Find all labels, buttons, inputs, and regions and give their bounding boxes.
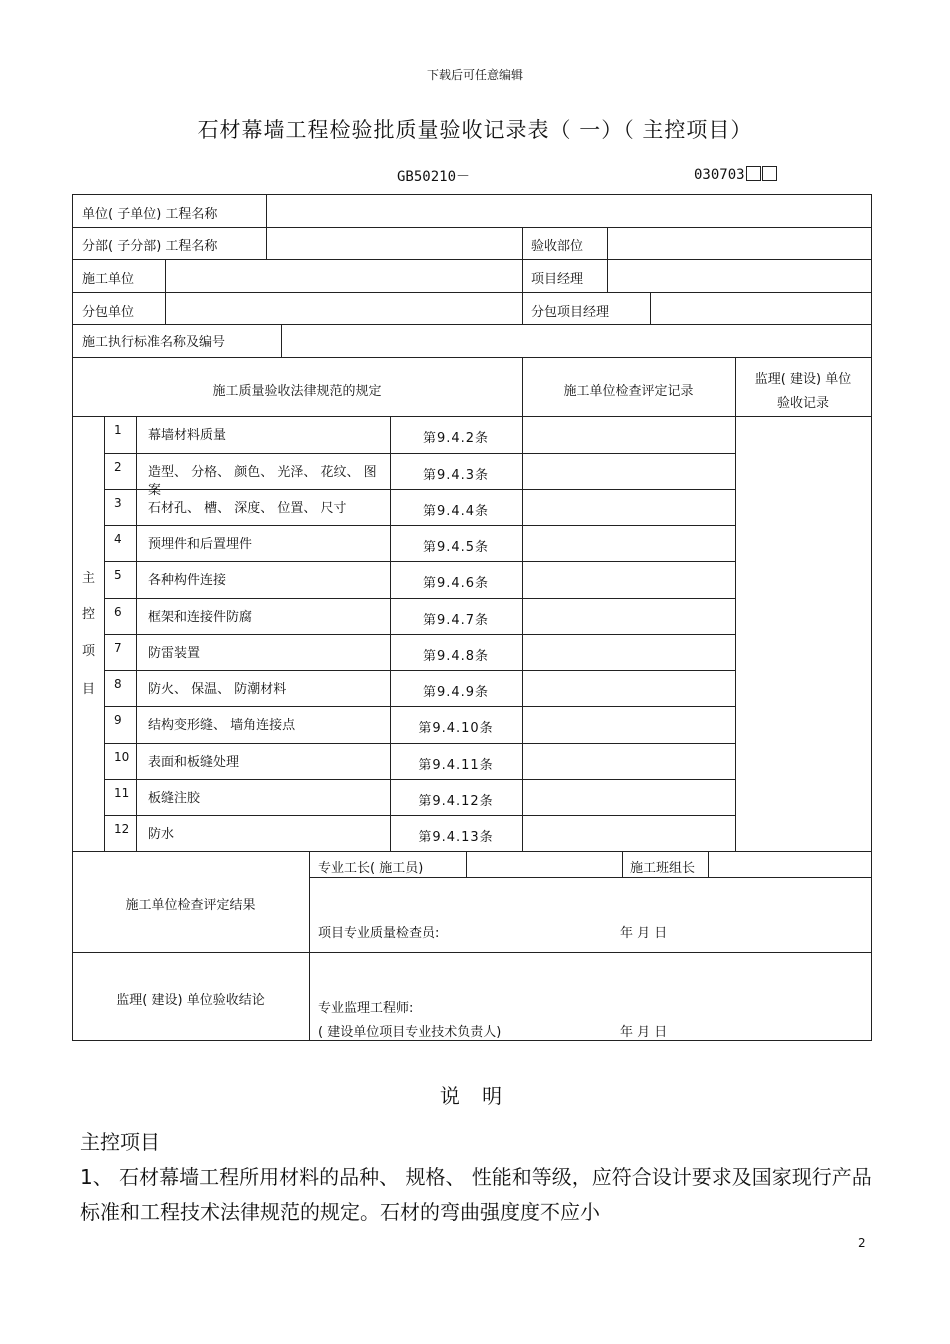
item-name: 造型、 分格、 颜色、 光泽、 花纹、 图案 (148, 465, 377, 498)
item-clause: 第9.4.5条 (422, 540, 490, 555)
sub-project-manager-label: 分包项目经理 (531, 305, 610, 320)
standard-code: GB50210－ (397, 169, 471, 185)
item-number: 4 (114, 532, 122, 546)
subcontractor-label: 分包单位 (82, 305, 135, 320)
item-name: 防雷装置 (148, 646, 201, 661)
item-name: 各种构件连接 (148, 573, 227, 588)
group-label-char: 控 (82, 607, 96, 622)
item-name: 框架和连接件防腐 (148, 610, 253, 625)
item-number: 2 (114, 460, 122, 474)
group-label-char: 主 (82, 571, 96, 586)
item-number: 7 (114, 641, 122, 655)
item-clause: 第9.4.3条 (422, 468, 490, 483)
item-name: 防火、 保温、 防潮材料 (148, 682, 287, 697)
inspector-label: 项目专业质量检查员: (318, 926, 440, 941)
form-code (694, 166, 777, 183)
header-note: 下载后可任意编辑 (426, 68, 523, 82)
result-date: 年 月 日 (620, 926, 668, 941)
item-number: 5 (114, 568, 122, 582)
code-box-2[interactable] (762, 166, 777, 181)
conclusion-date: 年 月 日 (620, 1025, 668, 1040)
item-number: 8 (114, 677, 122, 691)
conclusion-label: 监理( 建设) 单位验收结论 (116, 993, 265, 1008)
form-code-text: 030703 (694, 167, 745, 183)
group-label-char: 目 (82, 682, 96, 697)
item-name: 结构变形缝、 墙角连接点 (148, 718, 296, 733)
item-name: 防水 (148, 827, 175, 842)
item-number: 10 (114, 750, 130, 764)
construction-unit-label: 施工单位 (82, 272, 135, 287)
item-clause: 第9.4.9条 (422, 685, 490, 700)
item-clause: 第9.4.13条 (418, 830, 494, 845)
code-box-1[interactable] (746, 166, 761, 181)
division-project-label: 分部( 子分部) 工程名称 (82, 239, 218, 254)
item-clause: 第9.4.7条 (422, 613, 490, 628)
supervision-column-header-line1: 监理( 建设) 单位 (754, 372, 852, 387)
item-clause: 第9.4.4条 (422, 504, 490, 519)
inspection-part-label: 验收部位 (531, 239, 584, 254)
item-name: 幕墙材料质量 (148, 428, 227, 443)
item-name: 石材孔、 槽、 深度、 位置、 尺寸 (148, 501, 347, 516)
team-leader-label: 施工班组长 (630, 861, 696, 876)
item-number: 1 (114, 423, 122, 437)
supervision-column-header-line2: 验收记录 (776, 396, 829, 411)
item-clause: 第9.4.8条 (422, 649, 490, 664)
item-number: 11 (114, 786, 130, 800)
item-clause: 第9.4.11条 (418, 758, 494, 773)
item-clause: 第9.4.10条 (418, 721, 494, 736)
item-name: 板缝注胶 (148, 791, 201, 806)
item-number: 9 (114, 713, 122, 727)
owner-rep-label: ( 建设单位项目专业技术负责人) (318, 1025, 502, 1040)
engineer-label: 专业监理工程师: (318, 1001, 414, 1016)
explanation-title: 说 明 (439, 1084, 511, 1108)
project-manager-label: 项目经理 (531, 272, 584, 287)
item-number: 3 (114, 496, 122, 510)
item-number: 12 (114, 822, 130, 836)
unit-project-label: 单位( 子单位) 工程名称 (82, 207, 218, 222)
item-name: 预埋件和后置埋件 (148, 537, 253, 552)
result-label: 施工单位检查评定结果 (125, 898, 256, 913)
item-clause: 第9.4.2条 (422, 431, 490, 446)
explanation-paragraph: 1、 石材幕墙工程所用材料的品种、 规格、 性能和等级，应符合设计要求及国家现行产品标准和工程技术法律规范的规定。石材的弯曲强度度不应小 (80, 1165, 872, 1224)
item-clause: 第9.4.6条 (422, 576, 490, 591)
item-name: 表面和板缝处理 (148, 755, 240, 770)
check-record-column-header: 施工单位检查评定记录 (563, 384, 694, 399)
page-title: 石材幕墙工程检验批质量验收记录表（ 一）（ 主控项目） (197, 118, 753, 142)
item-number: 6 (114, 605, 122, 619)
item-clause: 第9.4.12条 (418, 794, 494, 809)
group-label-char: 项 (82, 644, 96, 659)
section-title: 主控项目 (80, 1130, 160, 1154)
foreman-label: 专业工长( 施工员) (318, 861, 424, 876)
spec-column-header: 施工质量验收法律规范的规定 (212, 384, 382, 399)
page-number: 2 (858, 1236, 866, 1250)
standard-label: 施工执行标准名称及编号 (82, 335, 226, 350)
